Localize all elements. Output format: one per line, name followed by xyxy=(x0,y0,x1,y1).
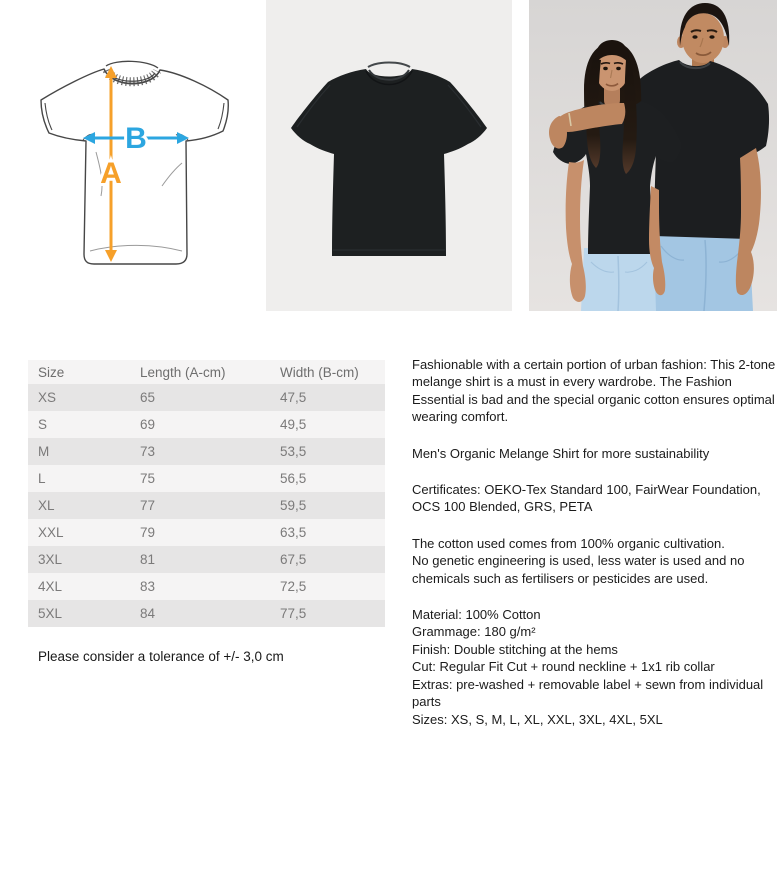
black-tshirt-flatlay xyxy=(266,0,512,311)
description-cotton xyxy=(412,535,776,587)
header-width: Width (B-cm) xyxy=(270,360,385,384)
width-cell: 56,5 xyxy=(280,471,307,486)
cotton-line-2: No genetic engineering is used, less water is used and no chemicals such as fertilisers or pesticides are used. xyxy=(412,553,745,586)
table-row xyxy=(28,600,385,627)
length-label-a: A xyxy=(100,157,122,190)
tshirt-outline-drawing xyxy=(0,0,250,311)
product-photo-models xyxy=(529,0,777,311)
length-cell: 69 xyxy=(140,417,156,432)
length-cell: 84 xyxy=(140,606,156,621)
width-cell: 63,5 xyxy=(280,525,307,540)
spec-finish: Finish: Double stitching at the hems xyxy=(412,641,618,657)
size-cell: XL xyxy=(38,498,55,513)
width-cell: 49,5 xyxy=(280,417,307,432)
size-measurement-diagram xyxy=(0,0,250,311)
table-row xyxy=(28,492,385,519)
description-certificates: Certificates: OEKO-Tex Standard 100, FairWear Foundation, OCS 100 Blended, GRS, PETA xyxy=(412,482,761,515)
table-row xyxy=(28,573,385,600)
size-cell: XXL xyxy=(38,525,64,540)
width-cell: 77,5 xyxy=(280,606,307,621)
width-cell: 47,5 xyxy=(280,390,307,405)
size-table-header-row xyxy=(28,360,385,384)
size-cell: S xyxy=(38,417,48,432)
spec-material: Material: 100% Cotton xyxy=(412,607,541,623)
table-row xyxy=(28,411,385,438)
tolerance-note: Please consider a tolerance of +/- 3,0 cm xyxy=(38,649,284,664)
length-cell: 81 xyxy=(140,552,156,567)
table-row xyxy=(28,438,385,465)
length-cell: 65 xyxy=(140,390,156,405)
product-photo-flat-tshirt xyxy=(266,0,512,311)
width-label-b: B xyxy=(125,122,147,155)
size-cell: M xyxy=(38,444,50,459)
spec-cut: Cut: Regular Fit Cut + round neckline + 1x1 rib collar xyxy=(412,659,715,675)
size-cell: XS xyxy=(38,390,57,405)
table-row xyxy=(28,546,385,573)
spec-sizes: Sizes: XS, S, M, L, XL, XXL, 3XL, 4XL, 5XL xyxy=(412,711,663,727)
header-size: Size xyxy=(28,360,130,384)
description-tagline: Men's Organic Melange Shirt for more sustainability xyxy=(412,445,710,461)
description-intro: Fashionable with a certain portion of urban fashion: This 2-tone melange shirt is a must in every wardrobe. The Fashion Essential is bad and the special organic cotton ensures optimal wearing comfort. xyxy=(412,357,776,425)
length-cell: 79 xyxy=(140,525,156,540)
woman-jeans xyxy=(581,248,656,311)
length-cell: 73 xyxy=(140,444,156,459)
table-row xyxy=(28,384,385,411)
length-cell: 83 xyxy=(140,579,156,594)
width-cell: 53,5 xyxy=(280,444,307,459)
table-row xyxy=(28,465,385,492)
models-wearing-black-tshirts xyxy=(529,0,777,311)
size-cell: L xyxy=(38,471,46,486)
width-cell: 67,5 xyxy=(280,552,307,567)
size-cell: 5XL xyxy=(38,606,63,621)
header-length: Length (A-cm) xyxy=(130,360,270,384)
size-table xyxy=(28,360,385,627)
cotton-line-1: The cotton used comes from 100% organic cultivation. xyxy=(412,535,725,551)
product-description xyxy=(412,356,776,728)
width-cell: 72,5 xyxy=(280,579,307,594)
width-cell: 59,5 xyxy=(280,498,307,513)
spec-extras: Extras: pre-washed + removable label + sewn from individual parts xyxy=(412,676,764,710)
length-cell: 77 xyxy=(140,498,156,513)
size-cell: 4XL xyxy=(38,579,63,594)
spec-grammage: Grammage: 180 g/m² xyxy=(412,624,536,640)
table-row xyxy=(28,519,385,546)
length-cell: 75 xyxy=(140,471,156,486)
size-cell: 3XL xyxy=(38,552,63,567)
product-specs xyxy=(412,606,776,728)
